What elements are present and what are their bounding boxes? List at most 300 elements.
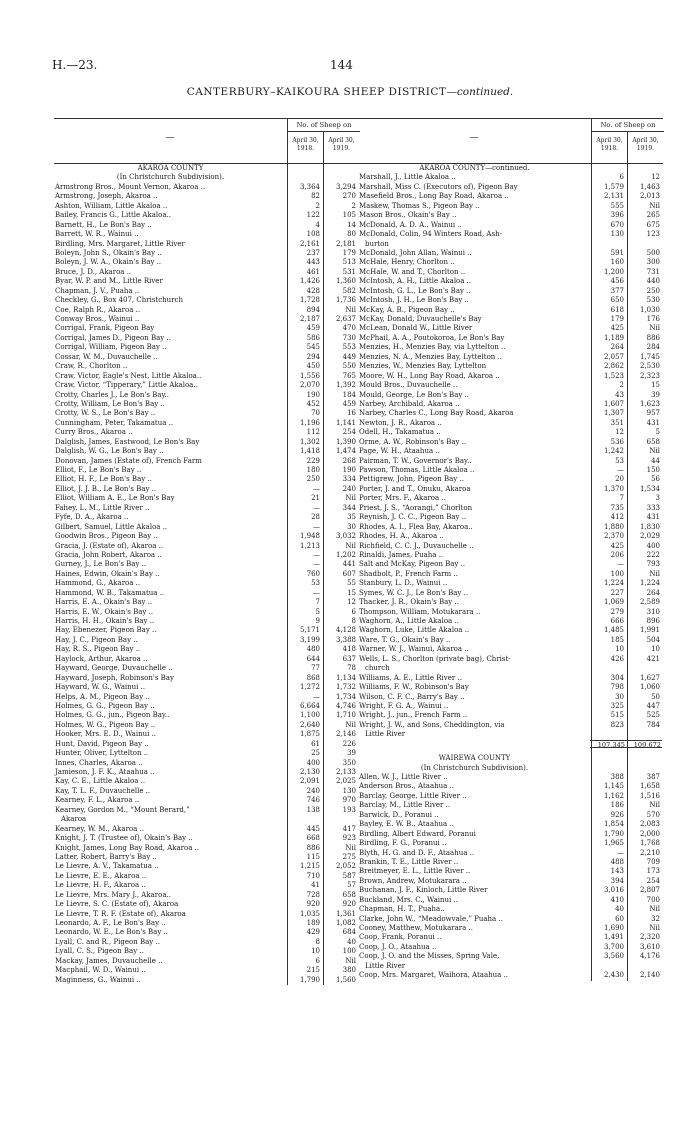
table-row: [358, 820, 663, 829]
sheep-1918: 2,091: [299, 777, 320, 786]
owner-name: Coop, Frank, Poranui ..: [359, 933, 442, 942]
sheep-1919: 254: [342, 428, 356, 437]
sheep-1919: 2,589: [639, 598, 660, 607]
sheep-1919: 449: [342, 352, 356, 361]
sheep-1919: [626, 754, 662, 763]
sheep-1918: 264: [610, 343, 624, 352]
table-row: [54, 391, 359, 400]
sheep-1918: 25: [311, 749, 320, 758]
owner-name: Kearney, F. L., Akaroa ..: [55, 796, 140, 805]
owner-name: (In Christchurch Subdivision).: [420, 763, 529, 772]
sheep-1919: 1,474: [335, 447, 356, 456]
sheep-1918: 1,069: [603, 598, 624, 607]
owner-name: Hooker, Mrs. E. D., Wainui ..: [55, 730, 157, 739]
table-row: [54, 589, 359, 598]
owner-name: Anderson Bros., Ataahua ..: [359, 782, 455, 791]
owner-name: Hay, R. S., Pigeon Bay ..: [55, 645, 141, 654]
table-row: [54, 277, 359, 286]
sheep-1919: [628, 240, 663, 249]
sheep-1918: 429: [306, 928, 320, 937]
sheep-1919: 254: [646, 876, 660, 885]
sheep-1918: 1,200: [603, 267, 624, 276]
owner-name: McPhail, A. A., Poutokoroa, Le Bon's Bay: [359, 333, 505, 342]
table-row: [54, 825, 359, 834]
sheep-1919: 226: [342, 739, 356, 748]
sheep-1919: Nil: [345, 843, 356, 852]
table-row: [358, 962, 663, 971]
sheep-1919: 793: [646, 560, 660, 569]
sheep-1919: 130: [342, 786, 356, 795]
table-header: [54, 118, 359, 164]
sheep-1919: 387: [646, 773, 660, 781]
table-row: [358, 221, 663, 230]
owner-name: Crotty, W. S., Le Bon's Bay ..: [55, 409, 156, 418]
owner-name: Checkley, G., Box 407, Christchurch: [55, 296, 183, 305]
sheep-1919: 184: [342, 390, 356, 399]
table-row: [358, 258, 663, 267]
sheep-1918: 5: [315, 607, 320, 616]
table-row: [54, 777, 359, 786]
owner-name: Crotty, Charles J., Le Bon's Bay..: [55, 390, 169, 399]
table-row: [358, 711, 663, 720]
table-row: [358, 674, 663, 683]
sheep-1918: 868: [306, 673, 320, 682]
table-row: [54, 966, 359, 975]
table-row: [54, 702, 359, 711]
sheep-1919: 2,530: [639, 362, 660, 371]
owner-name: Menzies, W., Menzies Bay, Lyttelton: [359, 362, 487, 371]
owner-name: AKAROA COUNTY: [137, 164, 204, 172]
owner-name: Shadbolt, P., French Farm ..: [359, 569, 458, 578]
sheep-1918: 450: [306, 362, 320, 371]
sheep-1918: 823: [610, 720, 624, 729]
table-row: [358, 905, 663, 914]
sheep-1919: 970: [342, 796, 356, 805]
table-row: [54, 957, 359, 966]
sheep-1918: 1,370: [603, 484, 624, 493]
sheep-1919: 2: [351, 201, 356, 210]
sheep-1919: 10: [651, 645, 660, 654]
sheep-1919: 2,140: [639, 971, 660, 980]
sheep-1919: 275: [342, 852, 356, 861]
owner-name: Le Lievre, E. E., Akaroa ..: [55, 871, 147, 880]
owner-name: Birdling, Mrs. Margaret, Little River: [55, 239, 185, 248]
table-row: [358, 730, 663, 739]
sheep-1918: 237: [306, 248, 320, 257]
sheep-1918: 668: [306, 834, 320, 843]
table-row: [54, 485, 359, 494]
sheep-1919: 8: [351, 617, 356, 625]
owner-name: Cunningham, Peter, Takamatua ..: [55, 418, 174, 427]
county-heading: [54, 164, 359, 173]
owner-name: Barwick, D., Poranui ..: [359, 810, 439, 819]
owner-name: Little River: [365, 730, 406, 739]
sheep-1918: 61: [311, 739, 320, 748]
owner-name: Akaroa: [61, 815, 87, 824]
owner-name: Barrett, W. R., Wainui ..: [55, 230, 139, 239]
table-row: [54, 183, 359, 192]
owner-name: Hunter, Oliver, Lyttelton ..: [55, 749, 149, 758]
sheep-1918: 666: [610, 617, 624, 625]
sheep-1919: Nil: [649, 324, 660, 333]
sheep-1919: 530: [646, 296, 660, 305]
owner-name: Gurney, J., Le Bon's Bay ..: [55, 560, 147, 569]
owner-name: Allen, W. J., Little River ..: [359, 773, 448, 781]
owner-name: Elliot, William A. E., Le Bon's Bay: [55, 494, 175, 503]
table-row: [358, 782, 663, 791]
table-row: [358, 943, 663, 952]
sheep-1919: 109,672: [626, 740, 662, 748]
sheep-1918: 351: [610, 418, 624, 427]
sheep-1918: 426: [610, 654, 624, 663]
table-row: [358, 830, 663, 839]
table-row: [358, 617, 663, 626]
owner-name: Dalglish, W. G., Le Bon's Bay ..: [55, 447, 164, 456]
sheep-1918: 28: [311, 513, 320, 522]
owner-name: Wells, L. S., Chorlton (private bag), Christ-: [359, 654, 511, 663]
sheep-1919: 57: [347, 881, 356, 890]
table-row: [358, 877, 663, 886]
sheep-1919: 32: [651, 914, 660, 923]
sheep-1919: 765: [342, 371, 356, 380]
owner-name: Gracia, John Robert, Akaroa ..: [55, 550, 162, 559]
sheep-1919: 400: [646, 541, 660, 550]
table-row: [54, 815, 359, 824]
owner-name: Cooney, Matthew, Motukarara ..: [359, 924, 473, 932]
owner-name: McDonald, John Allan, Wainui ..: [359, 248, 472, 257]
sheep-1918: [590, 764, 626, 773]
sheep-1919: 2,637: [335, 315, 356, 323]
table-row: [358, 636, 663, 645]
sheep-1919: 957: [646, 409, 660, 418]
sheep-1918: 2,187: [299, 315, 320, 323]
sheep-1919: Nil: [345, 720, 356, 729]
sheep-1919: 731: [646, 267, 660, 276]
sheep-1918: 70: [311, 409, 320, 418]
sheep-1919: 2,146: [335, 730, 356, 739]
sheep-1918: 452: [306, 399, 320, 408]
table-row: [54, 928, 359, 937]
sheep-1918: 1,215: [299, 862, 320, 871]
sheep-1918: 7: [619, 494, 624, 503]
sheep-1919: 4,176: [639, 952, 660, 961]
table-row: [54, 768, 359, 777]
sheep-1918: 920: [306, 900, 320, 909]
sheep-1919: 2,013: [639, 192, 660, 201]
table-row: [358, 655, 663, 664]
table-row: [358, 494, 663, 503]
table-row: [358, 296, 663, 305]
sheep-1918: 412: [610, 513, 624, 522]
sheep-1918: 240: [306, 786, 320, 795]
sheep-1918: 304: [610, 673, 624, 682]
county-heading: [358, 754, 663, 763]
owner-name: McKay, A. B., Pigeon Bay ..: [359, 305, 455, 314]
sheep-1918: 206: [610, 550, 624, 559]
sheep-1918: 2,161: [299, 239, 320, 248]
owner-name: Birdling, Albert Edward, Poranui: [359, 829, 476, 838]
sheep-1919: 421: [646, 654, 660, 663]
sheep-1919: 334: [342, 475, 356, 484]
sheep-1918: 396: [610, 211, 624, 220]
sheep-1919: 39: [347, 749, 356, 758]
sheep-1918: —: [313, 692, 320, 701]
owner-name: McKay, Donald, Duvauchelle's Bay: [359, 315, 482, 323]
owner-name: Pettigrew, John, Pigeon Bay ..: [359, 475, 464, 484]
sheep-1918: 8: [315, 937, 320, 946]
sheep-1919: 709: [646, 857, 660, 866]
sheep-1919: 553: [342, 343, 356, 352]
county-heading: [358, 164, 663, 173]
sheep-1918: 1,790: [299, 975, 320, 984]
sheep-1919: 684: [342, 928, 356, 937]
sheep-1918: 185: [610, 635, 624, 644]
table-row: [358, 570, 663, 579]
table-row: [358, 645, 663, 654]
table-row: [54, 230, 359, 239]
sheep-1918: 115: [306, 852, 320, 861]
sheep-1919: 264: [646, 588, 660, 597]
owner-name: Reynish, J. C. C., Pigeon Bay ..: [359, 513, 467, 522]
table-row: [54, 900, 359, 909]
owner-name: Mason Bros., Okain's Bay ..: [359, 211, 457, 220]
sheep-1918: 189: [306, 919, 320, 927]
sheep-1918: 53: [615, 456, 624, 465]
owner-name: Blyth, H. G. and D. F., Ataahua ..: [359, 848, 475, 857]
table-row: [358, 721, 663, 730]
sheep-1919: 4,746: [335, 701, 356, 710]
table-row: [54, 626, 359, 635]
owner-name: Odell, H., Takamatua ..: [359, 428, 441, 437]
sheep-1918: 1,242: [603, 447, 624, 456]
sheep-1919: 1,623: [639, 399, 660, 408]
sheep-1918: 456: [610, 277, 624, 286]
sheep-1919: 176: [646, 315, 660, 323]
sheep-1918: 325: [610, 701, 624, 710]
owner-name: Lyall, C. and R., Pigeon Bay ..: [55, 937, 160, 946]
table-row: [54, 749, 359, 758]
sheep-1918: 2,862: [603, 362, 624, 371]
owner-name: Coop, J. O. and the Misses, Spring Vale,: [359, 952, 500, 961]
sheep-1919: [322, 164, 358, 173]
table-row: [358, 839, 663, 848]
owner-name: Symes, W. C. J., Le Bon's Bay ..: [359, 588, 469, 597]
sheep-1919: 1,734: [335, 692, 356, 701]
owner-name: Coop, Mrs. Margaret, Waihora, Ataahua ..: [359, 971, 509, 980]
owner-name: Gracia, J. (Estate of), Akaroa ..: [55, 541, 164, 550]
owner-name: Barclay, George, Little River ..: [359, 791, 467, 800]
owner-name: McHale, W. and T., Chorlton ..: [359, 267, 466, 276]
sheep-1918: [590, 754, 626, 763]
owner-name: Cossar, W. M., Duvauchelle ..: [55, 352, 158, 361]
owner-name: Corrigal, William, Pigeon Bay ..: [55, 343, 167, 352]
table-row: [358, 447, 663, 456]
table-row: [358, 362, 663, 371]
sheep-1919: 56: [651, 475, 660, 484]
table-header: [358, 118, 663, 164]
owner-name: AKAROA COUNTY—continued.: [419, 164, 530, 172]
sheep-1918: 428: [306, 286, 320, 295]
owner-name: church: [365, 664, 390, 673]
sheep-1918: 735: [610, 503, 624, 512]
table-row: [54, 976, 359, 985]
owner-name: (In Christchurch Subdivision).: [116, 173, 225, 182]
owner-name: McIntosh, G. L., Le Bon's Bay ..: [359, 286, 471, 295]
table-row: [54, 730, 359, 739]
sheep-1919: 100: [342, 947, 356, 956]
table-row: [54, 532, 359, 541]
table-row: [54, 343, 359, 352]
sheep-1918: 644: [306, 654, 320, 663]
sheep-1919: 513: [342, 258, 356, 267]
owner-name: Armstrong Bros., Mount Vernon, Akaroa ..: [55, 182, 206, 191]
sheep-1918: 3,560: [603, 952, 624, 961]
table-row: [54, 447, 359, 456]
owner-name: [358, 740, 590, 749]
table-row: [54, 211, 359, 220]
title-continued: —continued.: [446, 86, 514, 98]
sheep-1919: 2,181: [335, 239, 356, 248]
sheep-1918: [592, 240, 627, 249]
sheep-1919: 16: [347, 409, 356, 418]
sheep-1919: Nil: [345, 305, 356, 314]
sheep-1919: 15: [347, 588, 356, 597]
owner-name: Marshall, J., Little Akaloa ..: [359, 173, 456, 182]
owner-name: Crotty, William, Le Bon's Bay ..: [55, 399, 165, 408]
table-row: [54, 466, 359, 475]
sheep-1918: 215: [306, 966, 320, 975]
table-row: [54, 740, 359, 749]
table-row: [54, 806, 359, 815]
table-row: [54, 947, 359, 956]
sheep-1918: 3,016: [603, 886, 624, 895]
table-row: [54, 268, 359, 277]
sheep-1919: 1,732: [335, 683, 356, 692]
owner-name: Menzies, N. A., Menzies Bay, Lyttelton ..: [359, 352, 502, 361]
owner-name: Menzies, H., Menzies Bay, via Lyttelton ..: [359, 343, 506, 352]
sheep-1919: 15: [651, 381, 660, 390]
sheep-1919: 3: [655, 494, 660, 503]
sheep-1919: 50: [651, 692, 660, 701]
owner-name: Pairman, T. W., Governor's Bay..: [359, 456, 472, 465]
table-row: [358, 513, 663, 522]
sheep-1919: 418: [342, 645, 356, 654]
sheep-1918: 3,700: [603, 942, 624, 951]
sheep-1918: 60: [615, 914, 624, 923]
table-row: [358, 896, 663, 905]
sheep-1919: Nil: [649, 924, 660, 932]
owner-name: Page, W. H., Ataahua ..: [359, 447, 440, 456]
owner-name: Williams, F. W., Robinson's Bay: [359, 683, 469, 692]
table-row: [358, 475, 663, 484]
header-dash: —: [469, 133, 479, 143]
sheep-1919: 344: [342, 503, 356, 512]
sheep-1919: 284: [646, 343, 660, 352]
owner-name: Orme, A. W., Robinson's Bay ..: [359, 437, 467, 446]
table-row: [358, 343, 663, 352]
table-row: [358, 230, 663, 239]
sheep-1918: 82: [311, 192, 320, 201]
sheep-1919: 4,128: [335, 626, 356, 635]
owner-name: Harris, E. A., Okain's Bay ..: [55, 598, 153, 607]
page-title: [0, 86, 700, 98]
sheep-1918: 53: [311, 579, 320, 588]
owner-name: Bailey, Francis G., Little Akaloa..: [55, 211, 171, 220]
sheep-1919: 30: [347, 522, 356, 531]
table-row: [54, 334, 359, 343]
table-row: [54, 759, 359, 768]
sheep-1918: —: [313, 550, 320, 559]
table-row: [54, 306, 359, 315]
sheep-1919: 637: [342, 654, 356, 663]
sheep-1919: 179: [342, 248, 356, 257]
sheep-1919: 550: [342, 362, 356, 371]
sheep-1919: Nil: [649, 447, 660, 456]
sheep-1918: 1,875: [299, 730, 320, 739]
sheep-1919: [324, 815, 359, 824]
sheep-1919: 1,745: [639, 352, 660, 361]
table-row: [54, 409, 359, 418]
owner-name: Waghorn, A., Little Akaloa ..: [359, 617, 459, 625]
table-row: [358, 702, 663, 711]
sheep-1918: 400: [306, 758, 320, 767]
table-row: [54, 862, 359, 871]
sheep-1918: 6,664: [299, 701, 320, 710]
owner-name: Mould Bros., Duvauchelle ..: [359, 381, 458, 390]
owner-name: Rhodes, A. I., Flea Bay, Akaroa..: [359, 522, 473, 531]
table-row: [358, 409, 663, 418]
title-main: CANTERBURY–KAIKOURA SHEEP DISTRICT: [186, 86, 447, 98]
sheep-1919: Nil: [345, 956, 356, 965]
owner-name: Rinaldi, James, Puaha ..: [359, 550, 444, 559]
table-row: [54, 919, 359, 928]
owner-name: Le Lievre, T. R. F. (Estate of), Akaroa: [55, 909, 186, 918]
sheep-1918: —: [313, 503, 320, 512]
sheep-1918: 9: [315, 617, 320, 625]
sheep-1918: 21: [311, 494, 320, 503]
table-row: [54, 513, 359, 522]
table-row: [54, 362, 359, 371]
table-row: [358, 867, 663, 876]
sheep-1918: 2,130: [299, 768, 320, 776]
sheep-1918: 1,307: [603, 409, 624, 418]
sheep-1919: 1,830: [639, 522, 660, 531]
owner-name: Narbey, Charles C., Long Bay Road, Akaroa: [359, 409, 514, 418]
table-row: [54, 353, 359, 362]
owner-name: McDonald, Colin, 94 Winters Road, Ash-: [359, 230, 502, 239]
sheep-1918: [592, 730, 627, 739]
sheep-1918: 425: [610, 541, 624, 550]
table-row: [54, 560, 359, 569]
sheep-1919: 675: [646, 220, 660, 229]
table-row: [358, 192, 663, 201]
sheep-1918: 20: [615, 475, 624, 484]
sheep-1919: 173: [646, 867, 660, 876]
sheep-1918: 728: [306, 890, 320, 899]
owner-name: Chapman, H. T., Puaha..: [359, 905, 445, 914]
owner-name: Leonardo, A. F., Le Bon's Bay ..: [55, 919, 166, 927]
sheep-1919: 3,388: [335, 635, 356, 644]
sheep-1918: 1,100: [299, 711, 320, 720]
sheep-1918: [286, 164, 322, 173]
owner-name: Narbey, Archibald, Akaroa ..: [359, 399, 460, 408]
table-row: [358, 523, 663, 532]
owner-name: Clarke, John W., “Meadowvale,” Puaha ..: [359, 914, 503, 923]
table-row: [54, 598, 359, 607]
sheep-1918: [590, 164, 626, 173]
owner-name: Hay, J. C., Pigeon Bay ..: [55, 635, 138, 644]
owner-name: Corrigal, James D., Pigeon Bay ..: [55, 333, 171, 342]
